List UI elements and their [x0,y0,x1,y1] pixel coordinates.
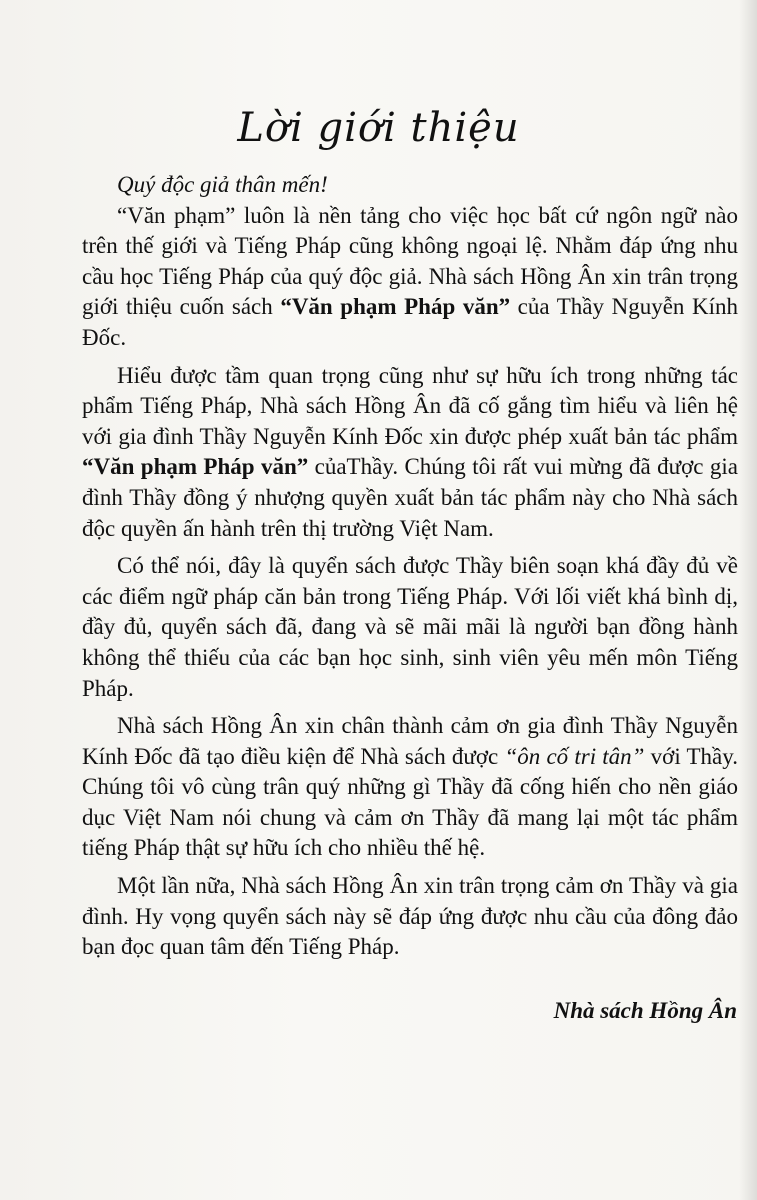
body-text [82,170,738,970]
paragraph-2: Hiểu được tầm quan trọng cũng như sự hữu ích trong những tác phẩm Tiếng Pháp, Nhà sách Hồng Ân đã cố gắng tìm hiểu và liên hệ với gia đình Thầy Nguyễn Kính Đốc xin được phép xuất bản tác phẩm “Văn phạm Pháp văn” củaThầy. Chúng tôi rất vui mừng đã được gia đình Thầy đồng ý nhượng quyền xuất bản tác phẩm này cho Nhà sách độc quyền ấn hành trên thị trường Việt Nam. [82,362,738,541]
greeting: Quý độc giả thân mến! [117,172,328,197]
page-title: Lời giới thiệu [237,105,520,151]
paragraph-5: Một lần nữa, Nhà sách Hồng Ân xin trân trọng cảm ơn Thầy và gia đình. Hy vọng quyển sách này sẽ đáp ứng được nhu cầu của đông đảo bạn đọc quan tâm đến Tiếng Pháp. [82,873,738,960]
paragraph-3: Có thể nói, đây là quyển sách được Thầy biên soạn khá đầy đủ về các điểm ngữ pháp căn bản trong Tiếng Pháp. Với lối viết khá bình dị, đầy đủ, quyển sách đã, đang và sẽ mãi mãi là người bạn đồng hành không thể thiếu của các bạn học sinh, sinh viên yêu mến môn Tiếng Pháp. [82,553,738,701]
signature: Nhà sách Hồng Ân [553,998,737,1023]
page-edge-shadow [739,0,757,1200]
paragraph-4: Nhà sách Hồng Ân xin chân thành cảm ơn gia đình Thầy Nguyễn Kính Đốc đã tạo điều kiện để Nhà sách được “ôn cố tri tân” với Thầy. Chúng tôi vô cùng trân quý những gì Thầy đã cống hiến cho nền giáo dục Việt Nam nói chung và cảm ơn Thầy đã mang lại một tác phẩm tiếng Pháp thật sự hữu ích cho nhiều thế hệ. [82,713,739,861]
paragraph-1: “Văn phạm” luôn là nền tảng cho việc học bất cứ ngôn ngữ nào trên thế giới và Tiếng Pháp cũng không ngoại lệ. Nhằm đáp ứng nhu cầu học Tiếng Pháp của quý độc giả. Nhà sách Hồng Ân xin trân trọng giới thiệu cuốn sách “Văn phạm Pháp văn” của Thầy Nguyễn Kính Đốc. [82,202,738,350]
book-title-bold: “Văn phạm Pháp văn” [82,454,309,480]
italic-phrase: “ôn cố tri tân” [504,743,645,769]
book-title-bold: “Văn phạm Pháp văn” [280,294,511,320]
